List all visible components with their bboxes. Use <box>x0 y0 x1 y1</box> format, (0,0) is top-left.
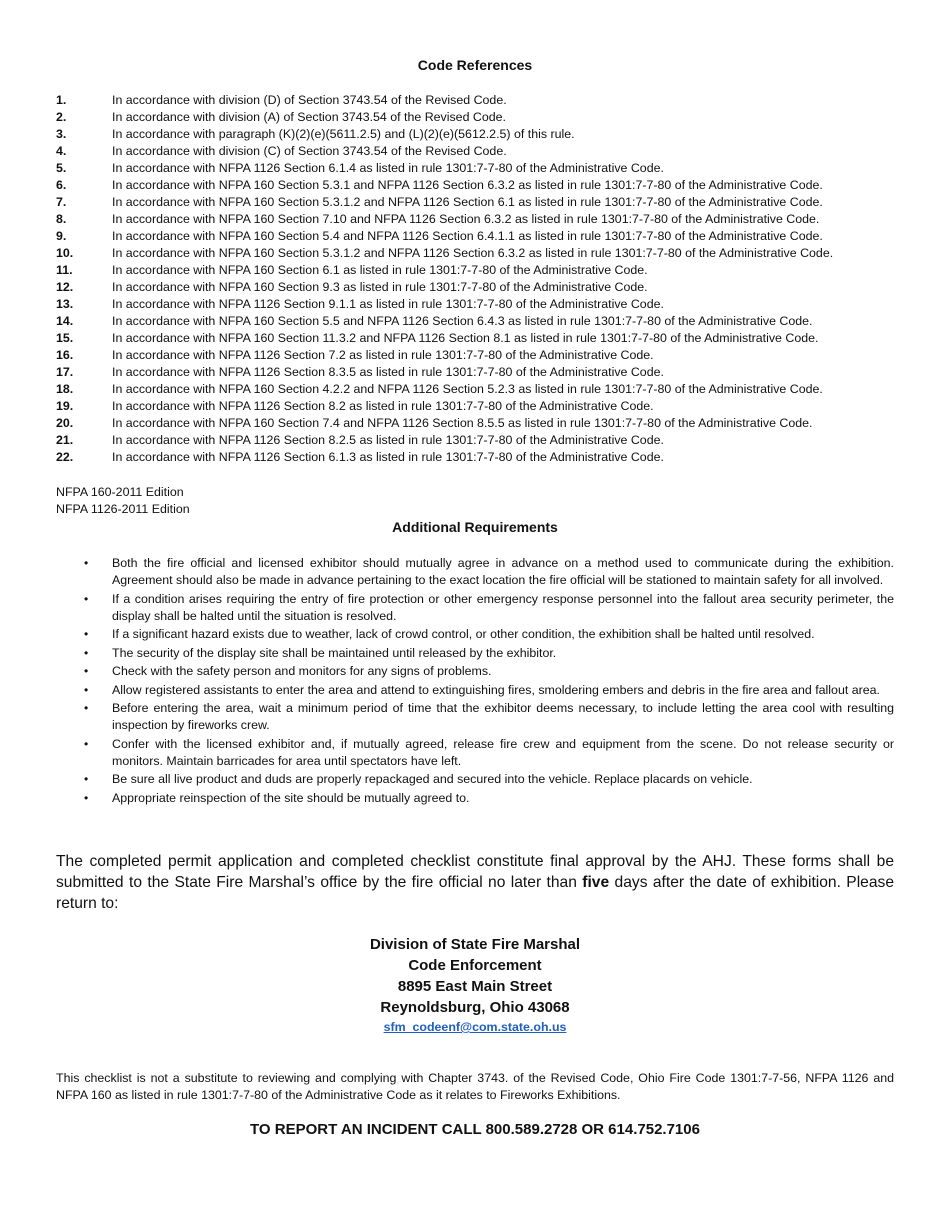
edition-nfpa-160: NFPA 160-2011 Edition <box>56 485 184 499</box>
email-link[interactable]: sfm_codeenf@com.state.oh.us <box>383 1020 567 1034</box>
reference-number: 15. <box>56 331 74 345</box>
bullet-icon: • <box>84 645 89 660</box>
reference-number: 21. <box>56 433 74 447</box>
reference-number: 7. <box>56 195 67 209</box>
reference-number: 2. <box>56 110 67 124</box>
code-reference-item <box>56 92 894 109</box>
edition-nfpa-1126: NFPA 1126-2011 Edition <box>56 502 190 516</box>
address-division: Division of State Fire Marshal <box>369 936 581 953</box>
reference-text: In accordance with NFPA 160 Section 9.3 as listed in rule 1301:7-7-80 of the Administrative Code. <box>112 280 648 294</box>
reference-text: In accordance with division (C) of Section 3743.54 of the Revised Code. <box>112 144 507 158</box>
requirement-item <box>56 736 894 770</box>
requirement-item <box>56 771 894 788</box>
bullet-icon: • <box>84 556 89 570</box>
reference-text: In accordance with NFPA 1126 Section 6.1.4 as listed in rule 1301:7-7-80 of the Administrative Code. <box>112 161 664 175</box>
reference-text: In accordance with NFPA 1126 Section 8.3.5 as listed in rule 1301:7-7-80 of the Administrative Code. <box>112 365 664 379</box>
code-reference-item <box>56 415 894 432</box>
reference-number: 17. <box>56 365 74 379</box>
reference-text: In accordance with NFPA 160 Section 5.5 and NFPA 1126 Section 6.4.3 as listed in rule 1301:7-7-80 of the Administrative Code. <box>112 314 813 328</box>
bullet-icon: • <box>84 790 89 805</box>
reference-number: 6. <box>56 178 67 192</box>
code-reference-item <box>56 194 894 211</box>
bullet-icon: • <box>84 772 89 786</box>
reference-text: In accordance with NFPA 160 Section 7.10 and NFPA 1126 Section 6.3.2 as listed in rule 1301:7-7-80 of the Administrative Code. <box>112 212 820 226</box>
code-reference-item <box>56 245 894 262</box>
requirement-item <box>56 682 894 699</box>
code-reference-item <box>56 398 894 415</box>
code-reference-item <box>56 347 894 364</box>
reference-text: In accordance with NFPA 160 Section 7.4 and NFPA 1126 Section 8.5.5 as listed in rule 1301:7-7-80 of the Administrative Code. <box>112 416 813 430</box>
requirement-text: Before entering the area, wait a minimum period of time that the exhibitor deems necessary, to include letting the area cool with resulting inspection by fireworks crew. <box>112 701 894 732</box>
code-reference-item <box>56 449 894 466</box>
disclaimer-text: This checklist is not a substitute to reviewing and complying with Chapter 3743. of the Revised Code, Ohio Fire Code 1301:7-7-56, NFPA 1126 and NFPA 160 as listed in rule 1301:7-7-80 of the Administrative Code as it relates to Fireworks Exhibitions. <box>56 1071 894 1102</box>
reference-text: In accordance with NFPA 1126 Section 9.1.1 as listed in rule 1301:7-7-80 of the Administrative Code. <box>112 297 664 311</box>
reference-number: 9. <box>56 229 67 243</box>
bullet-icon: • <box>84 736 89 751</box>
requirement-text: Allow registered assistants to enter the area and attend to extinguishing fires, smoldering embers and debris in the fire area and fallout area. <box>112 682 880 697</box>
reference-number: 5. <box>56 161 67 175</box>
requirement-item <box>56 555 894 589</box>
bullet-icon: • <box>84 701 89 715</box>
reference-number: 18. <box>56 382 74 396</box>
reference-text: In accordance with NFPA 160 Section 5.4 and NFPA 1126 Section 6.4.1.1 as listed in rule 1301:7-7-80 of the Administrative Code. <box>112 229 823 243</box>
reference-number: 22. <box>56 450 74 464</box>
reference-text: In accordance with NFPA 1126 Section 7.2 as listed in rule 1301:7-7-80 of the Administrative Code. <box>112 348 654 362</box>
code-reference-item <box>56 126 894 143</box>
reference-number: 10. <box>56 246 74 260</box>
code-reference-item <box>56 109 894 126</box>
code-reference-item <box>56 381 894 398</box>
reference-number: 16. <box>56 348 74 362</box>
requirement-text: Appropriate reinspection of the site should be mutually agreed to. <box>112 790 470 805</box>
requirement-item <box>56 700 894 734</box>
reference-number: 1. <box>56 93 67 107</box>
code-reference-item <box>56 330 894 347</box>
bullet-icon: • <box>84 627 89 641</box>
requirement-text: If a significant hazard exists due to weather, lack of crowd control, or other condition, the exhibition shall be halted until resolved. <box>112 627 815 641</box>
requirement-text: The security of the display site shall be maintained until released by the exhibitor. <box>112 645 557 660</box>
address-street: 8895 East Main Street <box>397 978 553 995</box>
reference-text: In accordance with NFPA 160 Section 5.3.1 and NFPA 1126 Section 6.3.2 as listed in rule 1301:7-7-80 of the Administrative Code. <box>112 178 823 192</box>
code-reference-item <box>56 364 894 381</box>
submission-text-after: days after the date of exhibition. Please return to: <box>56 874 894 912</box>
reference-number: 14. <box>56 314 74 328</box>
submission-text-before: The completed permit application and completed checklist constitute final approval by the AHJ. These forms shall be submitted to the State Fire Marshal’s office by the fire official no later than <box>56 853 894 891</box>
submission-deadline-days: five <box>582 874 610 891</box>
requirement-item <box>56 663 894 680</box>
code-reference-item <box>56 313 894 330</box>
code-references-list <box>56 92 894 466</box>
code-reference-item <box>56 228 894 245</box>
reference-text: In accordance with NFPA 1126 Section 8.2 as listed in rule 1301:7-7-80 of the Administrative Code. <box>112 399 654 413</box>
code-reference-item <box>56 143 894 160</box>
reference-text: In accordance with NFPA 160 Section 4.2.2 and NFPA 1126 Section 5.2.3 as listed in rule 1301:7-7-80 of the Administrative Code. <box>112 382 823 396</box>
reference-text: In accordance with division (D) of Section 3743.54 of the Revised Code. <box>112 93 507 107</box>
additional-requirements-title: Additional Requirements <box>392 519 558 535</box>
code-reference-item <box>56 211 894 228</box>
requirement-text: Both the fire official and licensed exhibitor should mutually agree in advance on a method used to communicate during the exhibition. Agreement should also be made in advance pertaining to the exact location the fire official will be stationed to maintain safety for all involved. <box>112 556 894 587</box>
reference-text: In accordance with paragraph (K)(2)(e)(5611.2.5) and (L)(2)(e)(5612.2.5) of this rule. <box>112 127 575 141</box>
address-department: Code Enforcement <box>408 957 542 974</box>
reference-number: 8. <box>56 212 67 226</box>
requirement-text: If a condition arises requiring the entry of fire protection or other emergency response personnel into the fallout area security perimeter, the display shall be halted until the situation is resolved. <box>112 591 894 623</box>
reference-text: In accordance with NFPA 160 Section 11.3.2 and NFPA 1126 Section 8.1 as listed in rule 1301:7-7-80 of the Administrative Code. <box>112 331 819 345</box>
requirement-item <box>56 790 894 807</box>
reference-text: In accordance with NFPA 1126 Section 8.2.5 as listed in rule 1301:7-7-80 of the Administrative Code. <box>112 433 664 447</box>
code-reference-item <box>56 262 894 279</box>
bullet-icon: • <box>84 591 89 606</box>
submission-paragraph <box>56 851 894 914</box>
reference-number: 11. <box>56 263 73 277</box>
requirement-text: Be sure all live product and duds are properly repackaged and secured into the vehicle. Replace placards on vehicle. <box>112 772 753 786</box>
code-reference-item <box>56 432 894 449</box>
reference-number: 4. <box>56 144 67 158</box>
code-reference-item <box>56 279 894 296</box>
code-references-title: Code References <box>417 57 533 73</box>
mailing-address <box>56 934 894 1036</box>
bullet-icon: • <box>84 664 89 678</box>
requirement-item <box>56 626 894 643</box>
requirement-text: Confer with the licensed exhibitor and, if mutually agreed, release fire crew and equipment from the scene. Do not release security or monitors. Maintain barricades for area until spectators have left. <box>112 736 894 768</box>
bullet-icon: • <box>84 682 89 697</box>
reference-text: In accordance with NFPA 160 Section 5.3.1.2 and NFPA 1126 Section 6.1 as listed in rule 1301:7-7-80 of the Administrative Code. <box>112 195 823 209</box>
code-reference-item <box>56 160 894 177</box>
reference-number: 13. <box>56 297 74 311</box>
reference-text: In accordance with NFPA 1126 Section 6.1.3 as listed in rule 1301:7-7-80 of the Administrative Code. <box>112 450 664 464</box>
editions-block <box>56 484 190 518</box>
requirement-item <box>56 645 894 662</box>
code-reference-item <box>56 296 894 313</box>
reference-text: In accordance with NFPA 160 Section 5.3.1.2 and NFPA 1126 Section 6.3.2 as listed in rule 1301:7-7-80 of the Administrative Code. <box>112 246 834 260</box>
code-reference-item <box>56 177 894 194</box>
additional-requirements-list <box>56 555 894 808</box>
reference-number: 3. <box>56 127 67 141</box>
reference-number: 20. <box>56 416 74 430</box>
incident-hotline: TO REPORT AN INCIDENT CALL 800.589.2728 OR 614.752.7106 <box>250 1121 700 1138</box>
reference-text: In accordance with division (A) of Section 3743.54 of the Revised Code. <box>112 110 506 124</box>
reference-number: 19. <box>56 399 74 413</box>
reference-text: In accordance with NFPA 160 Section 6.1 as listed in rule 1301:7-7-80 of the Administrative Code. <box>112 263 648 277</box>
reference-number: 12. <box>56 280 74 294</box>
requirement-item <box>56 591 894 625</box>
requirement-text: Check with the safety person and monitors for any signs of problems. <box>112 664 492 678</box>
address-city: Reynoldsburg, Ohio 43068 <box>380 999 570 1016</box>
